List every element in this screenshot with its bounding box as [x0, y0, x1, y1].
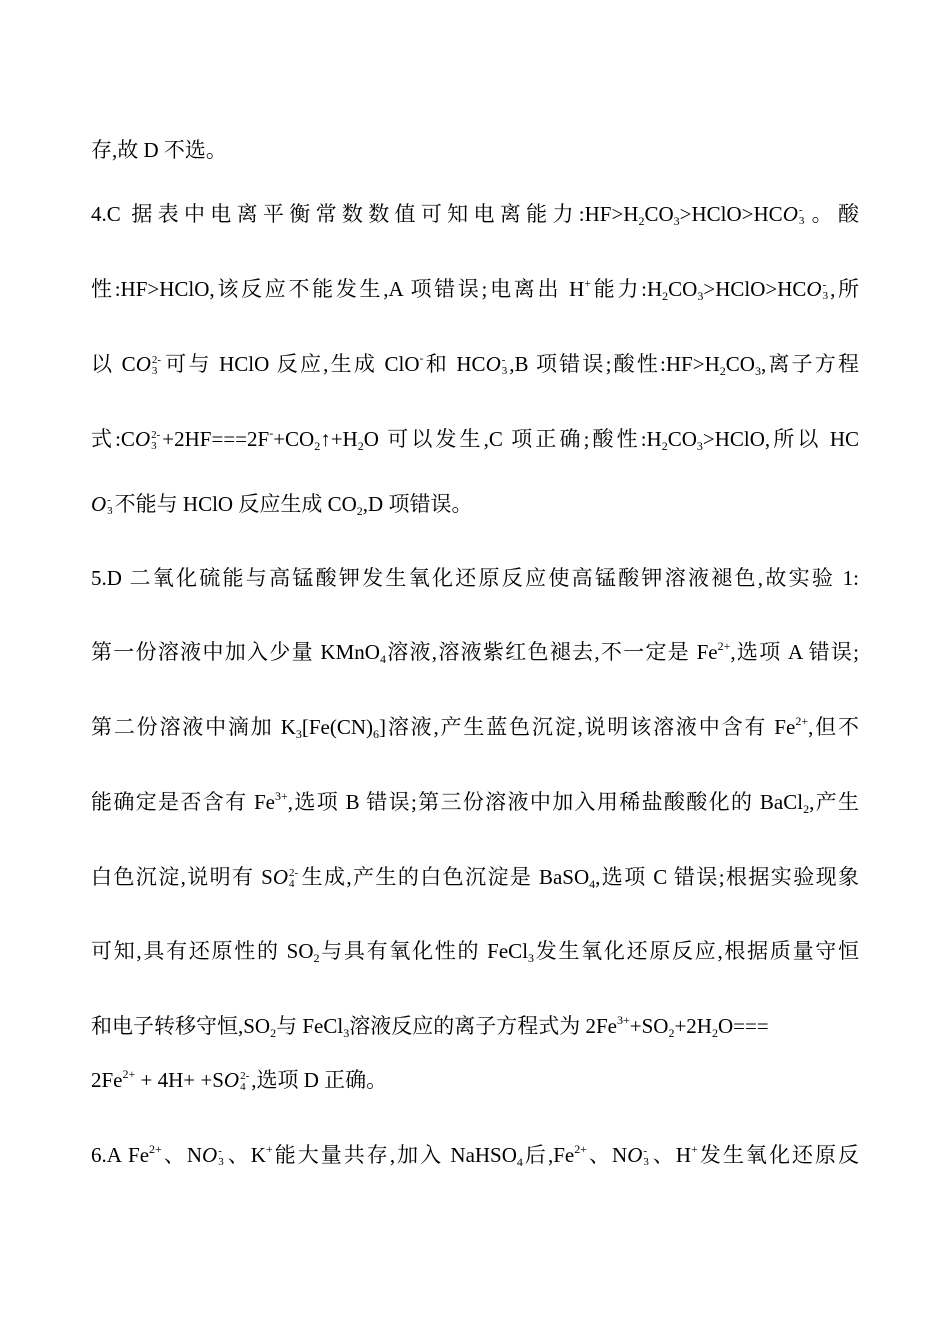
text-line: $2Fe^{2+} + 4H+ +SO$ 2- 4 ,选项 D 正确。 [91, 1067, 388, 1094]
text-line: 第二份溶液中滴加 $K_3[Fe(CN)_6]$溶液,产生蓝色沉淀,说明该溶液中含有 $Fe^{2+}$,但不 [91, 714, 859, 741]
text-line: 6.A $Fe^{2+}$、NO - 3 、K+能大量共存,加入 NaHSO$_4$后$,Fe^{2+}$、NO - 3 、H+发生氧化还原反 [91, 1142, 860, 1169]
text-line: 式:CO 2- 3 $+2HF===2F^-+CO_2↑+H_2O$ 可以发生,C 项正确;酸性$:H_2CO_3>HClO$,所以 HC [91, 426, 859, 453]
text-line: O - 3 不能与 HClO 反应生成 $CO_2,D$ 项错误。 [91, 492, 473, 518]
text-line: 第一份溶液中加入少量 KMnO$_4$溶液,溶液紫红色褪去,不一定是 $Fe^{2+}$,选项 A 错误; [91, 639, 860, 666]
text-line: 能确定是否含有 $Fe^{3+}$,选项 B 错误;第三份溶液中加入用稀盐酸酸化的 BaCl$_2$,产生 [91, 789, 860, 816]
text-line: 5.D 二氧化硫能与高锰酸钾发生氧化还原反应使高锰酸钾溶液褪色,故实验 1: [91, 566, 859, 590]
text-line: 性:HF>HClO,该反应不能发生,A 项错误;电离出 H+能力$:H_2CO_3>HClO>HCO$ - 3 ,所 [91, 276, 860, 303]
text-line: 和电子转移守恒$,SO_2$与 FeCl$_3$溶液反应的离子方程式为 $2Fe^{3+}+SO_2+2H_2O===$ [91, 1013, 769, 1040]
text-line: 以 CO 2- 3 可与 HClO 反应,生成 ClO-和 HCO - 3 ,B 项错误;酸性$:HF>H_2CO_3$,离子方程 [91, 351, 860, 378]
text-line: 4.C 据表中电离平衡常数数值可知电离能力$:HF>H_2CO_3>HClO>HCO$ - 3 。酸 [91, 202, 859, 228]
text-line: 可知,具有还原性的 $SO_2$与具有氧化性的 FeCl$_3$发生氧化还原反应,根据质量守恒 [91, 939, 859, 965]
text-line: 白色沉淀,说明有 SO 2- 4 生成,产生的白色沉淀是 BaSO$_4$,选项 C 错误;根据实验现象 [91, 865, 860, 891]
text-line: 存,故 D 不选。 [91, 138, 227, 162]
